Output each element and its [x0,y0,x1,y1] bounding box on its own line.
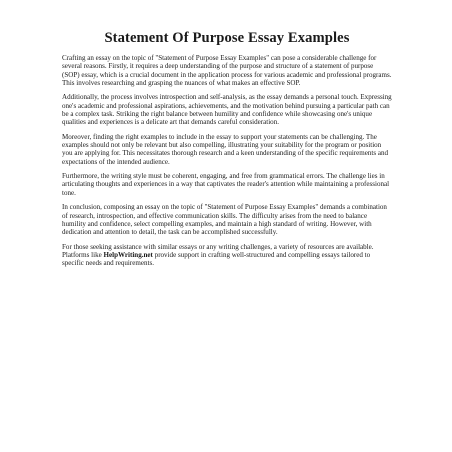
document-title: Statement Of Purpose Essay Examples [104,30,350,46]
resources-text-after: provide support in crafting well-structured and compelling essays tailored to specific needs and requirements. [62,250,371,268]
paragraph-examples: Moreover, finding the right examples to include in the essay to support your statements can be challenging. The examples should not only be relevant but also compelling, illustrating your suitability for the program or position you are applying for. This necessitates thorough research and a keen understanding of the specific requirements and expectations of the intended audience. [62,132,389,166]
helpwriting-brand: HelpWriting.net [103,250,153,259]
paragraph-conclusion: In conclusion, composing an essay on the topic of "Statement of Purpose Essay Examples" demands a combination of research, introspection, and effective communication skills. The difficulty arises from the need to balance humility and confidence, select compelling examples, and maintain a high standard of writing. However, with dedication and attention to detail, the task can be accomplished successfully. [62,203,387,237]
paragraph-intro: Crafting an essay on the topic of "Statement of Purpose Essay Examples" can pose a considerable challenge for several reasons. Firstly, it requires a deep understanding of the purpose and structure of a statement of purpose (SOP) essay, which is a crucial document in the application process for various academic and professional programs. This involves researching and grasping the nuances of what makes an effective SOP. [62,54,392,87]
paragraph-resources [62,243,392,268]
document-page [62,30,392,274]
paragraph-writing-style: Furthermore, the writing style must be coherent, engaging, and free from grammatical errors. The challenge lies in articulating thoughts and experiences in a way that captivates the reader's attention while maintaining a professional tone. [62,172,390,197]
paragraph-introspection: Additionally, the process involves introspection and self-analysis, as the essay demands a personal touch. Expressing one's academic and professional aspirations, achievements, and the motivation behind pursuing a particular path can be a complex task. Striking the right balance between humility and confidence while showcasing one's unique qualities and experiences is a delicate art that demands careful consideration. [62,93,392,127]
resources-text-before: For those seeking assistance with similar essays or any writing challenges, a variety of resources are available. Platforms like [62,242,374,259]
